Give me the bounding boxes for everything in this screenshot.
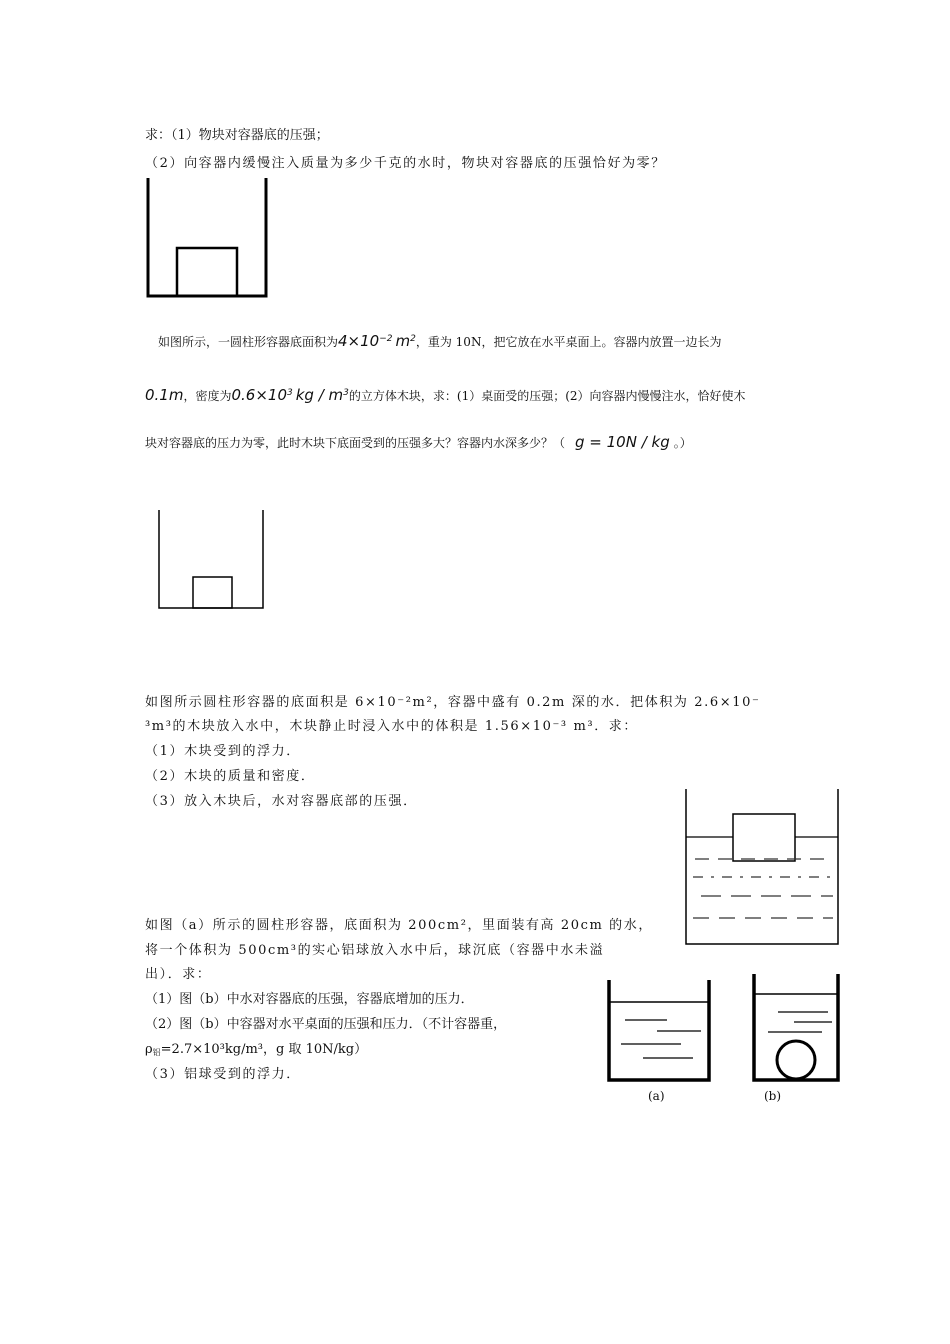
problem2-line2-text-b: 的立方体木块，求：(1）桌面受的压强；(2）向容器内慢慢注水，恰好使木 xyxy=(348,389,746,403)
problem4-line3: 出）．求： xyxy=(145,967,212,982)
figure-container-block-2 xyxy=(155,506,270,612)
problem2-line1 xyxy=(158,332,721,351)
problem2-line3-text-a: 块对容器底的压力为零，此时木块下底面受到的压强多大？容器内水深多少？（ xyxy=(145,436,566,450)
figure-floating-block xyxy=(683,786,843,948)
problem3-line1: 如图所示圆柱形容器的底面积是 6×10⁻²m²，容器中盛有 0.2m 深的水．把体积为 2.6×10⁻ xyxy=(145,695,761,710)
figure-a-label: (a) xyxy=(648,1089,665,1103)
problem4-line2: 将一个体积为 500cm³的实心铝球放入水中后，球沉底（容器中水未溢 xyxy=(145,943,605,958)
problem2-line3-text-b: 。） xyxy=(673,436,692,450)
problem4-q1: （1）图（b）中水对容器底的压强，容器底增加的压力． xyxy=(145,992,474,1007)
problem3-q3: （3）放入木块后，水对容器底部的压强． xyxy=(145,794,418,809)
problem3-line2: ³m³的木块放入水中，木块静止时浸入水中的体积是 1.56×10⁻³ m³．求： xyxy=(145,719,639,734)
problem4-q2: （2）图（b）中容器对水平桌面的压强和压力．（不计容器重， xyxy=(145,1017,507,1032)
problem4-q2b: $\rho_铝=2.7\times 10^3kg/m^3$，g 取 10N/kg） xyxy=(145,1042,368,1057)
problem4-q3: （3）铝球受到的浮力． xyxy=(145,1067,301,1082)
problem3-q2: （2）木块的质量和密度． xyxy=(145,769,316,784)
figure-b-label: (b) xyxy=(764,1089,782,1103)
problem2-line3 xyxy=(145,433,692,452)
problem1-line2: （2）向容器内缓慢注入质量为多少千克的水时，物块对容器底的压强恰好为零？ xyxy=(145,156,666,171)
figure-b-sphere-container xyxy=(748,972,844,1084)
g-formula: g = 10N / kg xyxy=(575,433,670,451)
problem4-line1: 如图（a）所示的圆柱形容器，底面积为 200cm²，里面装有高 20cm 的水， xyxy=(145,918,653,933)
problem2-line1-text-b: ，重为 10N，把它放在水平桌面上。容器内放置一边长为 xyxy=(415,335,722,349)
problem3-q1: （1）木块受到的浮力． xyxy=(145,744,301,759)
problem2-line2-text-a: ，密度为 xyxy=(183,389,232,403)
problem2-line1-text-a: 如图所示，一圆柱形容器底面积为 xyxy=(158,335,339,349)
figure-a-water-container xyxy=(603,976,715,1084)
problem2-line2 xyxy=(145,386,746,405)
edge-formula: 0.1m xyxy=(145,386,184,404)
area-formula: $4\times 10^{-2}$ $m^2$ xyxy=(338,332,416,350)
figure-container-block-1 xyxy=(140,172,280,304)
problem1-line1: 求：（1）物块对容器底的压强； xyxy=(145,128,329,143)
density-formula: $0.6\times 10^3$ kg / $m^3$ xyxy=(231,386,349,404)
